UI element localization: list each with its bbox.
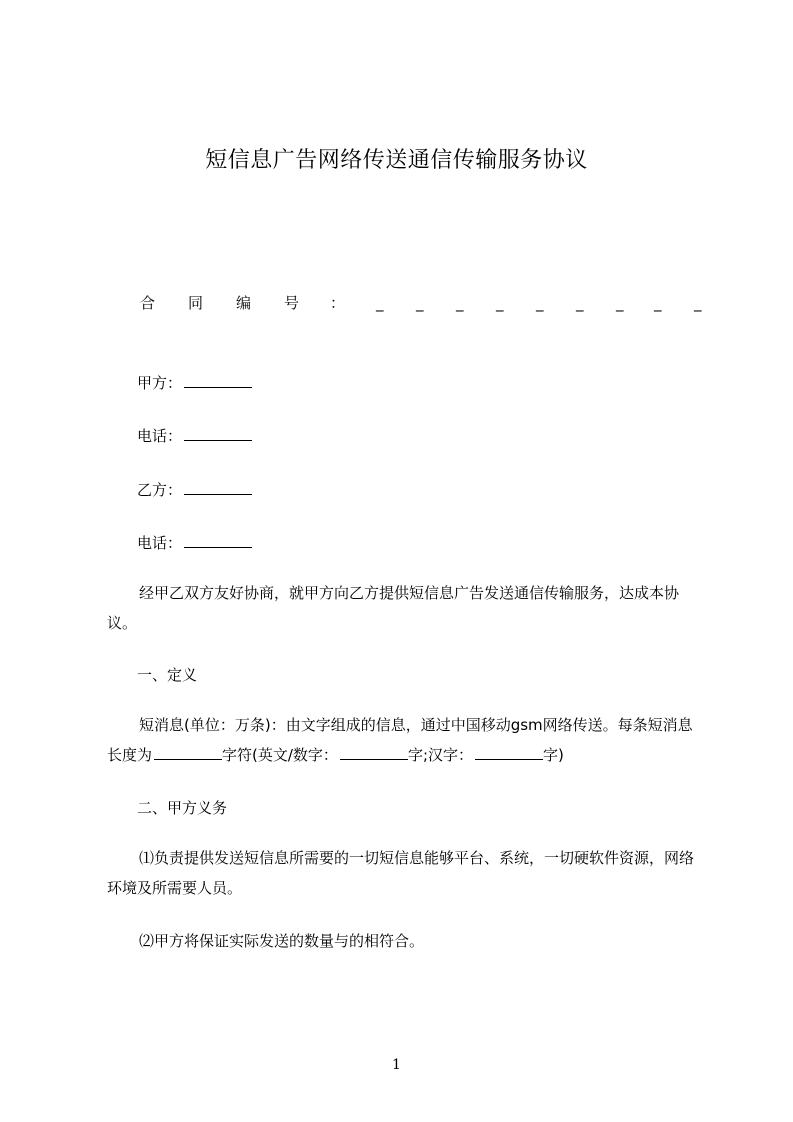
contract-label-char: 合 [140, 294, 156, 312]
section1-heading: 一、定义 [137, 666, 198, 684]
contract-label-char: 同 [188, 294, 204, 312]
duty2-paragraph: ⑵甲方将保证实际发送的数量与的相符合。 [139, 932, 425, 950]
contract-label-char: 编 [236, 294, 252, 312]
contract-number-blank[interactable]: _ [456, 294, 464, 312]
contract-number-blank[interactable]: _ [416, 294, 424, 312]
contract-number-blank[interactable]: _ [536, 294, 544, 312]
phone-b-line [137, 532, 252, 553]
page-number: 1 [392, 1057, 401, 1073]
contract-number-blank[interactable]: _ [694, 294, 702, 312]
definition-text-3: 字;汉字： [407, 746, 473, 764]
contract-number-row [140, 292, 710, 316]
party-a-blank[interactable] [184, 373, 252, 388]
intro-paragraph: 经甲乙双方友好协商，就甲方向乙方提供短信息广告发送通信传输服务，达成本协议。 [107, 584, 680, 632]
document-title: 短信息广告网络传送通信传输服务协议 [205, 148, 588, 173]
english-chars-blank[interactable] [340, 745, 408, 760]
definition-text-2: 字符(英文/数字： [222, 746, 338, 764]
phone-b-label: 电话： [137, 534, 183, 552]
phone-a-blank[interactable] [184, 426, 252, 441]
definition-paragraph [107, 710, 705, 770]
contract-number-blank[interactable]: _ [496, 294, 504, 312]
message-length-blank[interactable] [154, 745, 222, 760]
phone-a-label: 电话： [137, 427, 183, 445]
contract-label-char: ： [330, 294, 346, 312]
party-b-blank[interactable] [184, 480, 252, 495]
definition-text-1: 短消息(单位：万条)：由文字组成的信息，通过中国移动gsm网络传送。每条短消息长度为 [107, 716, 693, 764]
party-b-line [137, 479, 252, 500]
contract-number-blank[interactable]: _ [376, 294, 384, 312]
party-a-line [137, 372, 252, 393]
phone-a-line [137, 425, 252, 446]
section2-heading: 二、甲方义务 [137, 799, 228, 817]
contract-number-blank[interactable]: _ [616, 294, 624, 312]
definition-text-4: 字) [543, 746, 564, 764]
duty1-paragraph: ⑴负责提供发送短信息所需要的一切短信息能够平台、系统，一切硬软件资源，网络环境及所需要人员。 [107, 849, 695, 897]
contract-label-char: 号 [284, 294, 300, 312]
contract-number-blank[interactable]: _ [654, 294, 662, 312]
party-b-label: 乙方： [137, 481, 183, 499]
phone-b-blank[interactable] [184, 533, 252, 548]
contract-number-blank[interactable]: _ [576, 294, 584, 312]
chinese-chars-blank[interactable] [475, 745, 543, 760]
party-a-label: 甲方： [137, 374, 183, 392]
